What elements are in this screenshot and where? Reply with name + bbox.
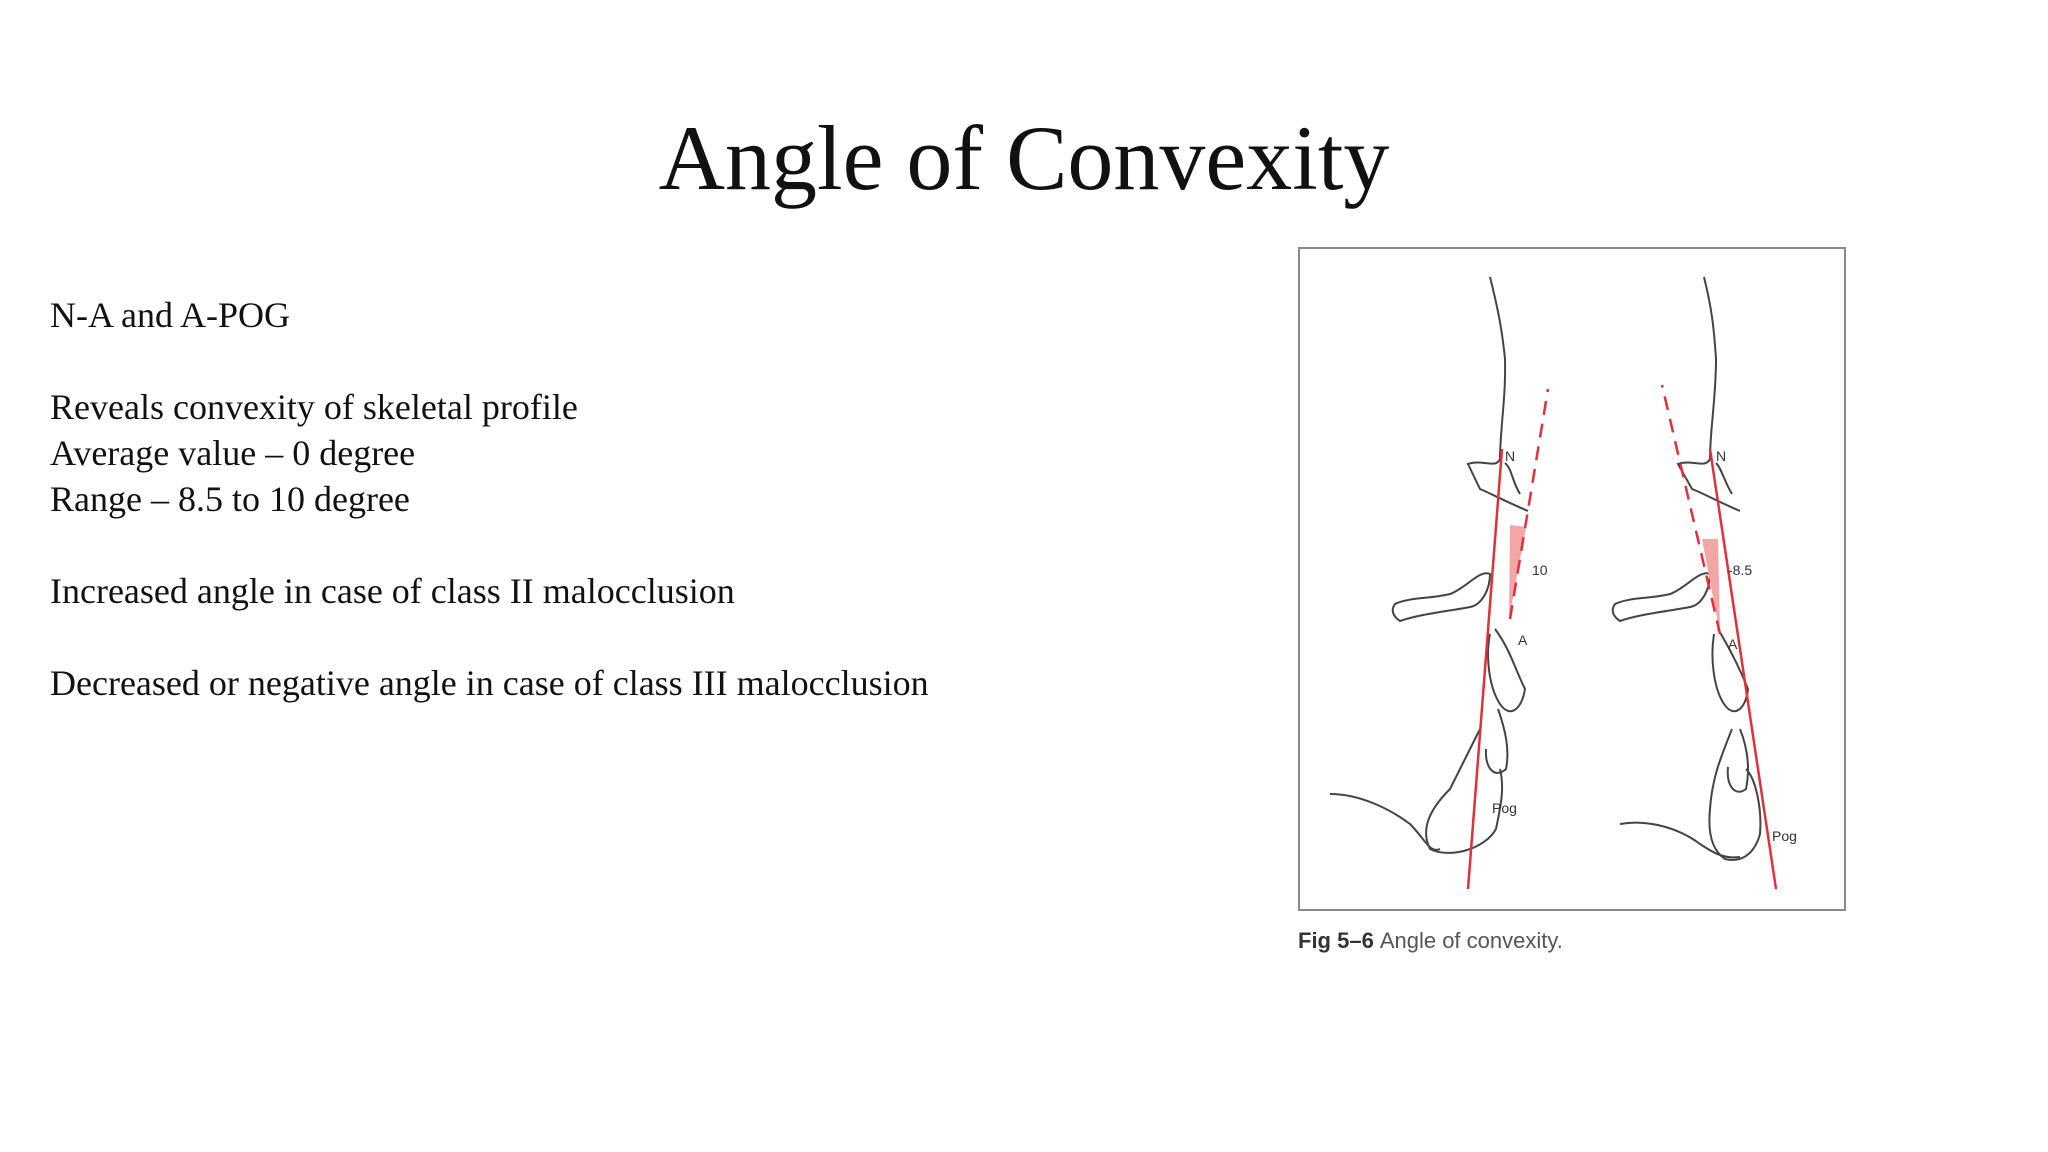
right-mandible-lower-border [1620, 823, 1740, 858]
right-na-apog-line [1710, 449, 1776, 889]
right-mandible-symphysis [1709, 729, 1760, 860]
left-maxilla [1393, 573, 1490, 621]
left-soft-outline [1468, 277, 1528, 511]
right-maxilla [1613, 573, 1710, 621]
figure-caption [1298, 928, 1563, 954]
body-line: Increased angle in case of class II malocclusion [50, 571, 735, 611]
body-line: Range – 8.5 to 10 degree [50, 479, 410, 519]
right-angle-value: -8.5 [1728, 562, 1753, 578]
figure-drawing [1300, 249, 1848, 913]
figure-caption-number: Fig 5–6 [1298, 928, 1374, 953]
body-line: Decreased or negative angle in case of class III malocclusion [50, 663, 929, 703]
slide-title: Angle of Convexity [658, 107, 1390, 209]
body-line: Average value – 0 degree [50, 433, 416, 473]
right-incisor-lower [1728, 729, 1748, 792]
left-n-label: N [1505, 448, 1516, 464]
left-pog-label: Pog [1492, 800, 1517, 816]
left-a-label: A [1518, 632, 1528, 648]
body-line: Reveals convexity of skeletal profile [50, 387, 578, 427]
cephalometric-figure [1298, 247, 1846, 911]
right-a-label: A [1728, 636, 1738, 652]
right-angle-wedge [1702, 539, 1720, 634]
figure-caption-text: Angle of convexity. [1379, 928, 1563, 953]
left-incisor-lower [1486, 709, 1507, 773]
left-angle-value: 10 [1532, 562, 1548, 578]
left-extension-line [1510, 389, 1548, 619]
left-profile [1330, 277, 1528, 853]
body-line: N-A and A-POG [50, 295, 290, 335]
left-mandible-lower-border [1330, 794, 1440, 850]
right-n-label: N [1716, 448, 1727, 464]
right-soft-outline [1678, 277, 1740, 511]
slide-body [50, 292, 1200, 706]
left-mandible-symphysis [1426, 729, 1502, 853]
right-pog-label: Pog [1772, 828, 1797, 844]
